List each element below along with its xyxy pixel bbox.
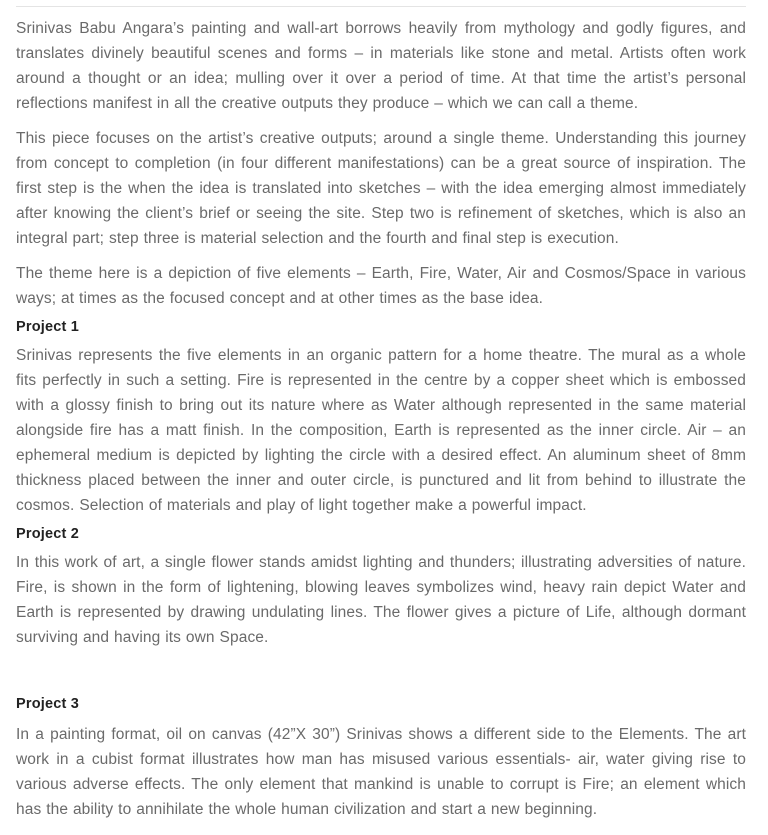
intro-paragraph-3: The theme here is a depiction of five elements – Earth, Fire, Water, Air and Cosmos/Space in various ways; at times as the focused concept and at other times as the base idea. (16, 265, 746, 307)
intro-paragraph-1: Srinivas Babu Angara’s painting and wall-art borrows heavily from mythology and godly figures, and translates divinely beautiful scenes and forms – in materials like stone and metal. Artists often work around a thought or an idea; mulling over it over a period of time. At that time the artist’s personal reflections manifest in all the creative outputs they produce – which we can call a theme. (16, 20, 746, 112)
project-1-text: Srinivas represents the five elements in an organic pattern for a home theatre. The mural as a whole fits perfectly in such a setting. Fire is represented in the centre by a copper sheet which is embossed with a glossy finish to bring out its nature where as Water although represented in the same material alongside fire has a matt finish. In the composition, Earth is represented as the inner circle. Air – an ephemeral medium is depicted by lighting the circle with a desired effect. An aluminum sheet of 8mm thickness placed between the inner and outer circle, is punctured and lit from behind to illustrate the cosmos. Selection of materials and play of light together make a powerful impact. (16, 347, 746, 514)
intro-paragraph-2: This piece focuses on the artist’s creative outputs; around a single theme. Understanding this journey from concept to completion (in four different manifestations) can be a great source of inspiration. The first step is the when the idea is translated into sketches – with the idea emerging almost immediately after knowing the client’s brief or seeing the site. Step two is refinement of sketches, which is also an integral part; step three is material selection and the fourth and final step is execution. (16, 130, 746, 247)
project-3-heading: Project 3 (16, 696, 80, 712)
project-3-text: In a painting format, oil on canvas (42”X 30”) Srinivas shows a different side to the Elements. The art work in a cubist format illustrates how man has misused various essentials- air, water giving rise to various adverse effects. The only element that mankind is unable to corrupt is Fire; an element which has the ability to annihilate the whole human civilization and start a new beginning. (16, 726, 746, 818)
project-2-text: In this work of art, a single flower stands amidst lighting and thunders; illustrating adversities of nature. Fire, is shown in the form of lightening, blowing leaves symbolizes wind, heavy rain depict Water and Earth is represented by drawing undulating lines. The flower gives a picture of Life, although dormant surviving and having its own Space. (16, 554, 746, 646)
project-2-heading: Project 2 (16, 526, 80, 542)
article-body (16, 16, 746, 822)
project-1-heading: Project 1 (16, 319, 80, 335)
top-divider (16, 6, 746, 7)
